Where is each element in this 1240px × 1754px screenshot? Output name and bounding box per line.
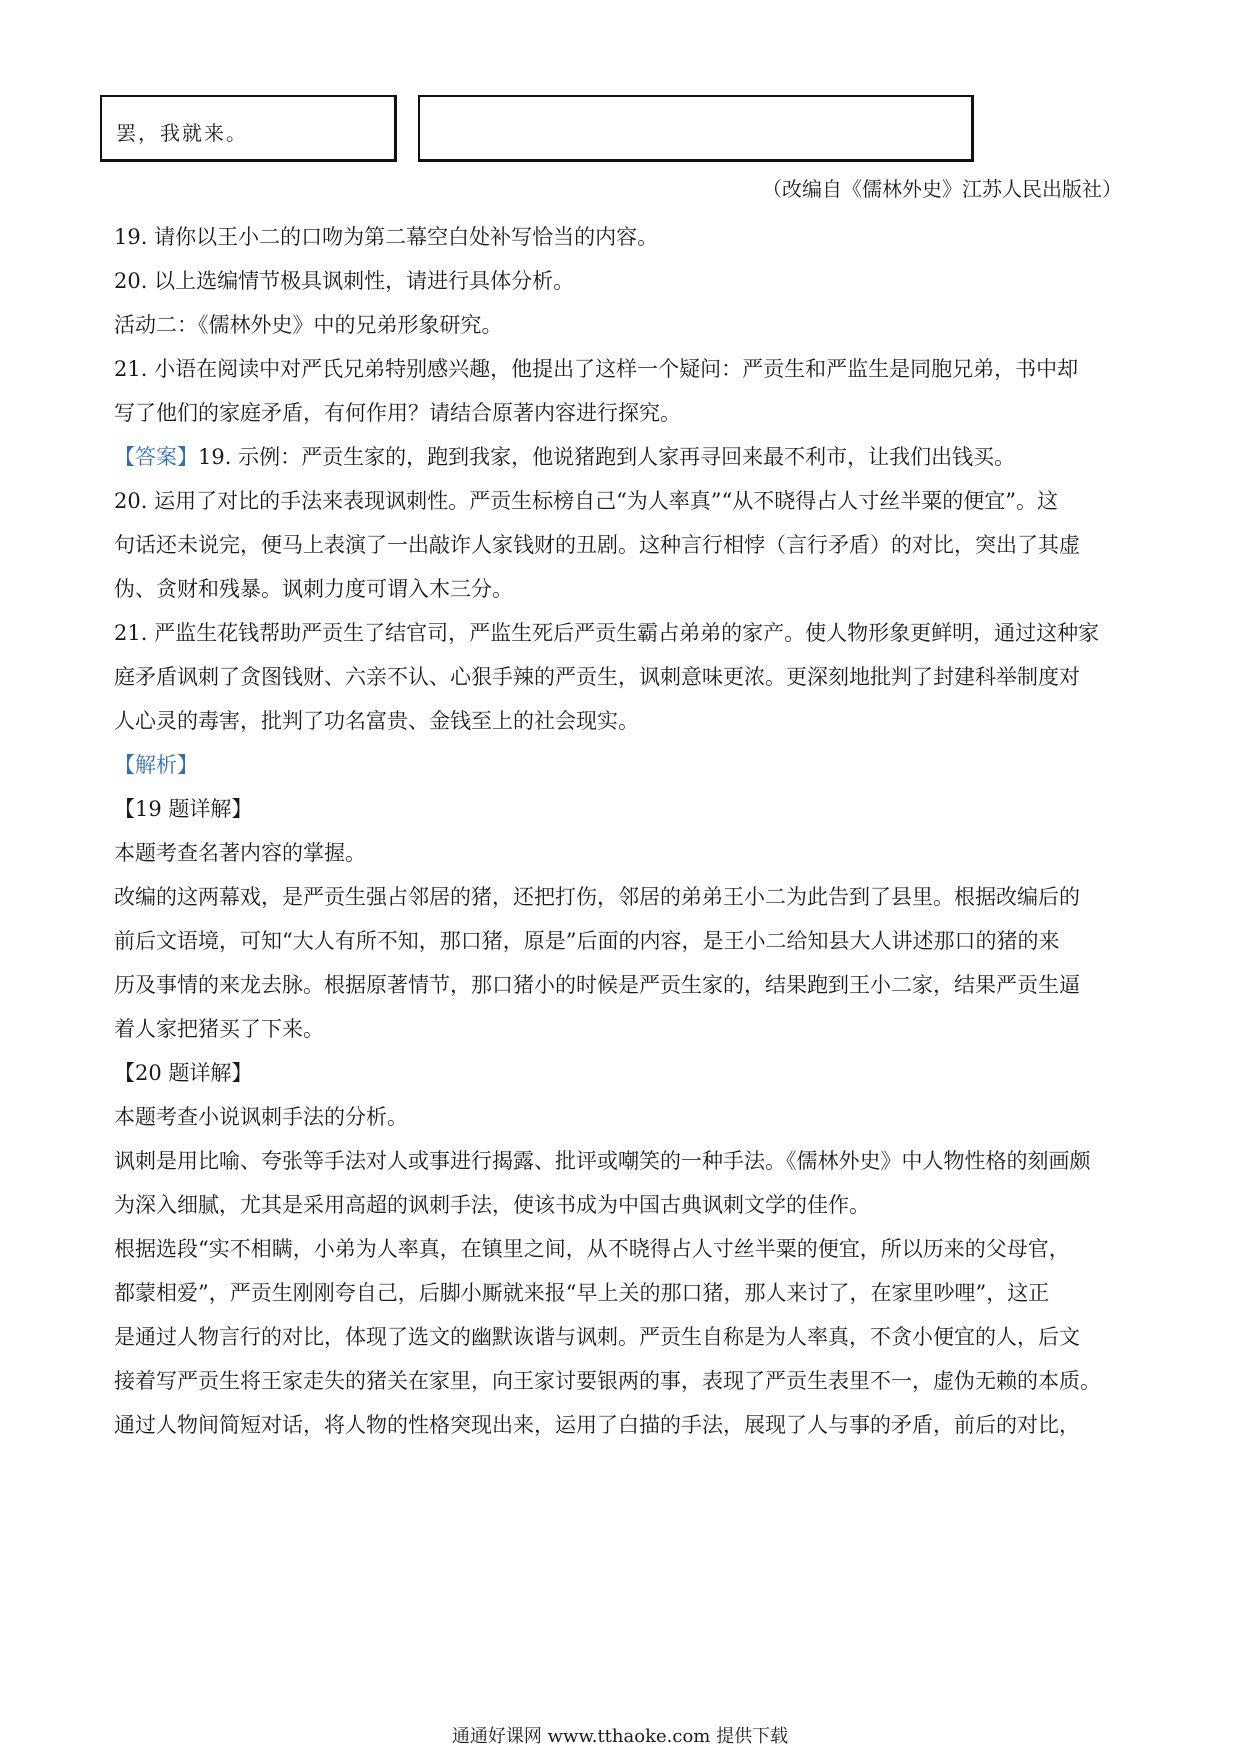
line-text: 伪、贪财和残暴。讽刺力度可谓入木三分。 xyxy=(114,577,513,601)
line-text: 都蒙相爱”，严贡生刚刚夸自己，后脚小厮就来报“早上关的那口猪，那人来讨了，在家里吵哩”，这正 xyxy=(114,1281,1050,1305)
text-line xyxy=(114,706,1134,736)
dialogue-table-blank-cell xyxy=(418,95,974,162)
text-line xyxy=(114,1410,1134,1440)
section-line-with-tag xyxy=(114,442,1134,472)
text-line xyxy=(114,1058,1134,1088)
dialogue-cell-text: 罢，我就来。 xyxy=(116,121,248,145)
text-line xyxy=(114,574,1134,604)
line-text: 讽刺是用比喻、夸张等手法对人或事进行揭露、批评或嘲笑的一种手法。《儒林外史》中人物性格的刻画颇 xyxy=(114,1149,1091,1173)
text-line xyxy=(114,1366,1134,1396)
text-line xyxy=(114,398,1134,428)
line-text: 【19 题详解】 xyxy=(114,797,253,821)
text-line xyxy=(114,310,1134,340)
line-text: 人心灵的毒害，批判了功名富贵、金钱至上的社会现实。 xyxy=(114,709,639,733)
line-text: 本题考查小说讽刺手法的分析。 xyxy=(114,1105,408,1129)
text-line xyxy=(114,1102,1134,1132)
text-line xyxy=(114,486,1134,516)
line-text: 根据选段“实不相瞒，小弟为人率真，在镇里之间，从不晓得占人寸丝半粟的便宜，所以历来的父母官， xyxy=(114,1237,1070,1261)
line-text: 20. 运用了对比的手法来表现讽刺性。严贡生标榜自己“为人率真”“从不晓得占人寸丝半粟的便宜”。这 xyxy=(114,489,1059,513)
text-line xyxy=(114,794,1134,824)
text-line xyxy=(114,970,1134,1000)
text-line xyxy=(114,618,1134,648)
text-line xyxy=(114,1278,1134,1308)
line-text: 【20 题详解】 xyxy=(114,1061,253,1085)
source-note: （改编自《儒林外史》江苏人民出版社） xyxy=(762,177,1122,201)
text-line xyxy=(114,530,1134,560)
line-text: 21. 小语在阅读中对严氏兄弟特别感兴趣，他提出了这样一个疑问：严贡生和严监生是同胞兄弟，书中却 xyxy=(114,357,1079,381)
line-text: 句话还未说完，便马上表演了一出敲诈人家钱财的丑剧。这种言行相悖（言行矛盾）的对比，突出了其虚 xyxy=(114,533,1080,557)
line-text: 本题考查名著内容的掌握。 xyxy=(114,841,366,865)
text-line xyxy=(114,1146,1134,1176)
text-line xyxy=(114,1014,1134,1044)
section-line-with-tag xyxy=(114,750,1134,780)
line-text: 19. 请你以王小二的口吻为第二幕空白处补写恰当的内容。 xyxy=(114,225,659,249)
line-text: 着人家把猪买了下来。 xyxy=(114,1017,324,1041)
line-text: 19. 示例：严贡生家的，跑到我家，他说猪跑到人家再寻回来最不利市，让我们出钱买。 xyxy=(198,445,1016,469)
line-text: 庭矛盾讽刺了贪图钱财、六亲不认、心狠手辣的严贡生，讽刺意味更浓。更深刻地批判了封建科举制度对 xyxy=(114,665,1080,689)
line-text: 写了他们的家庭矛盾，有何作用？请结合原著内容进行探究。 xyxy=(114,401,681,425)
page-footer: 通通好课网 www.tthaoke.com 提供下载 xyxy=(451,1726,789,1747)
line-text: 改编的这两幕戏，是严贡生强占邻居的猪，还把打伤，邻居的弟弟王小二为此告到了县里。根据改编后的 xyxy=(114,885,1080,909)
text-line xyxy=(114,926,1134,956)
line-text: 历及事情的来龙去脉。根据原著情节，那口猪小的时候是严贡生家的，结果跑到王小二家，结果严贡生逼 xyxy=(114,973,1080,997)
text-line xyxy=(114,1322,1134,1352)
section-tag: 【答案】 xyxy=(114,445,198,469)
text-line xyxy=(114,1234,1134,1264)
line-text: 接着写严贡生将王家走失的猪关在家里，向王家讨要银两的事，表现了严贡生表里不一，虚伪无赖的本质。 xyxy=(114,1369,1101,1393)
text-line xyxy=(114,222,1134,252)
line-text: 前后文语境，可知“大人有所不知，那口猪，原是”后面的内容，是王小二给知县大人讲述那口的猪的来 xyxy=(114,929,1060,953)
section-tag: 【解析】 xyxy=(114,753,198,777)
line-text: 通过人物间简短对话，将人物的性格突现出来，运用了白描的手法，展现了人与事的矛盾，前后的对比， xyxy=(114,1413,1080,1437)
text-line xyxy=(114,838,1134,868)
dialogue-table-left-cell xyxy=(100,95,397,162)
line-text: 20. 以上选编情节极具讽刺性，请进行具体分析。 xyxy=(114,269,575,293)
text-line xyxy=(114,1190,1134,1220)
line-text: 为深入细腻，尤其是采用高超的讽刺手法，使该书成为中国古典讽刺文学的佳作。 xyxy=(114,1193,870,1217)
line-text: 是通过人物言行的对比，体现了选文的幽默诙谐与讽刺。严贡生自称是为人率真，不贪小便宜的人，后文 xyxy=(114,1325,1080,1349)
text-line xyxy=(114,882,1134,912)
text-line xyxy=(114,354,1134,384)
text-line xyxy=(114,266,1134,296)
line-text: 活动二：《儒林外史》中的兄弟形象研究。 xyxy=(114,313,503,337)
text-line xyxy=(114,662,1134,692)
line-text: 21. 严监生花钱帮助严贡生了结官司，严监生死后严贡生霸占弟弟的家产。使人物形象更鲜明，通过这种家 xyxy=(114,621,1100,645)
